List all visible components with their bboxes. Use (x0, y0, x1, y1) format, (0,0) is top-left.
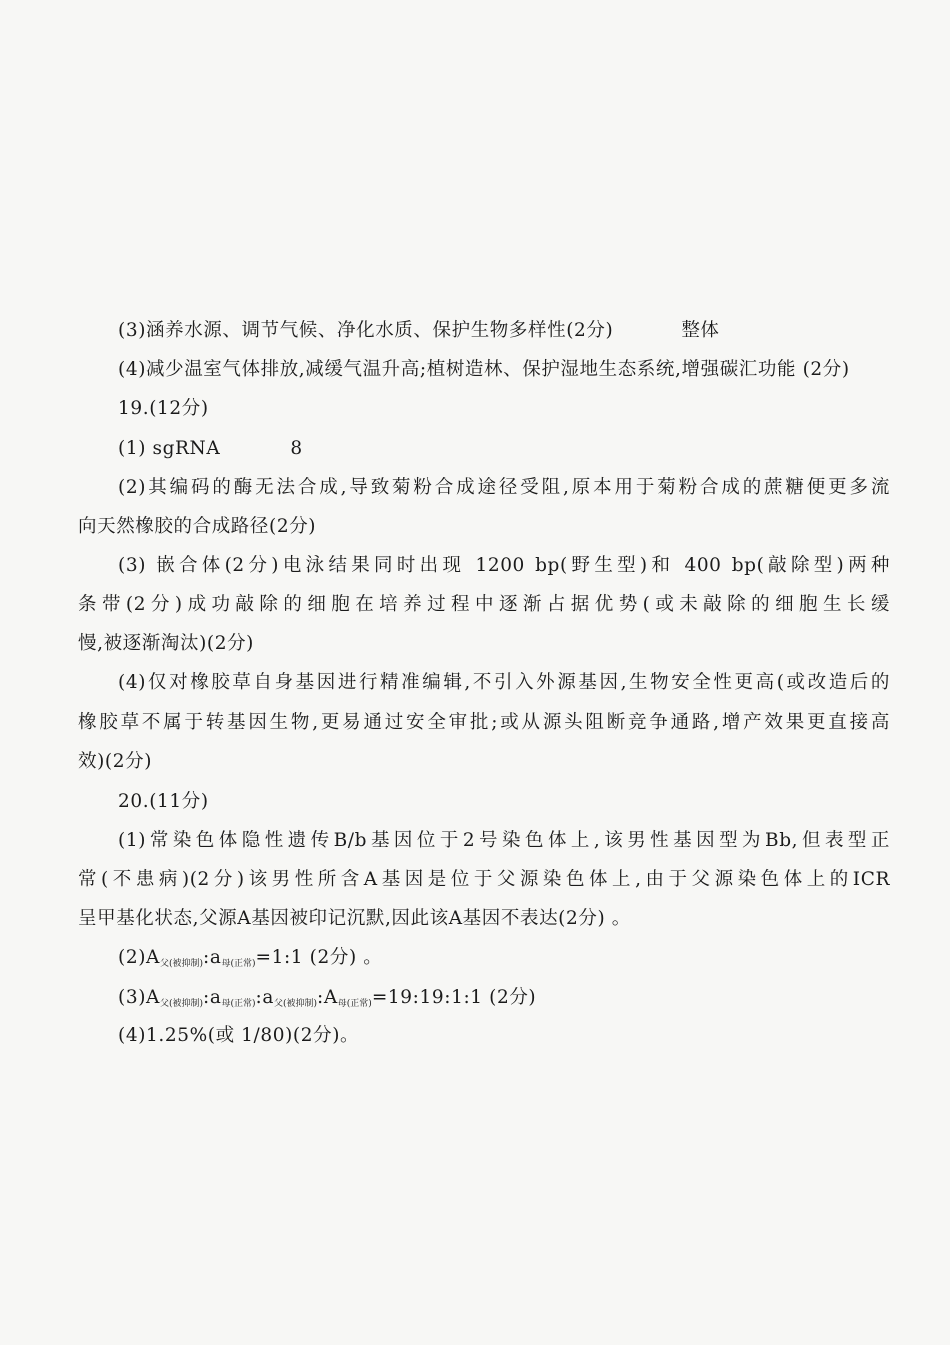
q19-part4-line2: 橡胶草不属于转基因生物,更易通过安全审批;或从源头阻断竞争通路,增产效果更直接高 (78, 712, 890, 733)
q19-part1-text: (1) sgRNA (118, 438, 221, 459)
q20-part3-a3: :a (255, 987, 274, 1008)
q20-part3 (118, 985, 890, 1017)
q20-part3-sub2: 母(正常) (221, 999, 256, 1009)
q19-part4-line3: 效)(2分) (78, 751, 153, 772)
q19-part3-chimera: (3) 嵌合体(2分) (118, 555, 280, 576)
q19-part3-line3: 慢,被逐渐淘汰)(2分) (78, 633, 255, 654)
q20-part2 (118, 945, 890, 977)
q20-part1-line3: 呈甲基化状态,父源A基因被印记沉默,因此该A基因不表达(2分) 。 (78, 908, 631, 929)
q19-part3-advantage: 成功敲除的细胞在培养过程中逐渐占据优势(或未敲除的细胞生长缓 (182, 594, 890, 615)
q18-part3-answer-holistic: 整体 (681, 320, 720, 341)
q20-part3-a2: :a (203, 987, 222, 1008)
q18-part4: (4)减少温室气体排放,减缓气温升高;植树造林、保护湿地生态系统,增强碳汇功能 (2分) (118, 359, 850, 380)
q20-part4: (4)1.25%(或 1/80)(2分)。 (118, 1025, 360, 1046)
q19-part2-line2: 向天然橡胶的合成路径(2分) (78, 516, 317, 537)
q20-part1-genotype: B/b基因位于2号染色体上,该男性基因型为Bb,但表型正 (333, 830, 890, 851)
q20-part1-normal: 常(不患病)(2分) (78, 869, 245, 890)
q20-part1-line2 (78, 867, 890, 893)
q18-part3-text: (3)涵养水源、调节气候、净化水质、保护生物多样性(2分) (118, 320, 614, 341)
q20-part3-a4: :A (317, 987, 338, 1008)
q20-part3-sub3: 父(被抑制) (273, 999, 317, 1009)
q20-part2-sub-maternal: 母(正常) (221, 959, 256, 969)
q20-part3-sub1: 父(被抑制) (159, 999, 203, 1009)
q20-part2-sub-paternal: 父(被抑制) (159, 959, 203, 969)
q20-part1-paternal: 该男性所含A基因是位于父源染色体上,由于父源染色体上的ICR (244, 869, 890, 890)
q20-part2-a: (2)A (118, 947, 160, 968)
q20-header: 20.(11分) (118, 791, 209, 812)
q19-header: 19.(12分) (118, 398, 209, 419)
q20-part3-ratio: =19:19:1:1 (2分) (371, 987, 537, 1008)
q19-part3-bands: 条带(2分) (78, 594, 183, 615)
q20-part1-line1 (118, 828, 890, 854)
q18-part3 (118, 318, 890, 344)
q19-part1 (118, 436, 890, 462)
q19-part3-line1 (118, 553, 890, 579)
q19-part4-line1: (4)仅对橡胶草自身基因进行精准编辑,不引入外源基因,生物安全性更高(或改造后的 (118, 672, 890, 693)
q19-part1-answer2: 8 (290, 438, 303, 459)
q19-part2-line1: (2)其编码的酶无法合成,导致菊粉合成途径受阻,原本用于菊粉合成的蔗糖便更多流 (118, 477, 890, 498)
q20-part3-sub4: 母(正常) (337, 999, 372, 1009)
q20-part3-a1: (3)A (118, 987, 160, 1008)
q20-part2-ratio: =1:1 (2分) 。 (255, 947, 383, 968)
q19-part3-electrophoresis: 电泳结果同时出现 1200 bp(野生型)和 400 bp(敲除型)两种 (279, 555, 890, 576)
q20-part2-a-lower: :a (203, 947, 222, 968)
q19-part3-line2 (78, 592, 890, 618)
q20-part1-inheritance: (1)常染色体隐性遗传 (118, 830, 334, 851)
